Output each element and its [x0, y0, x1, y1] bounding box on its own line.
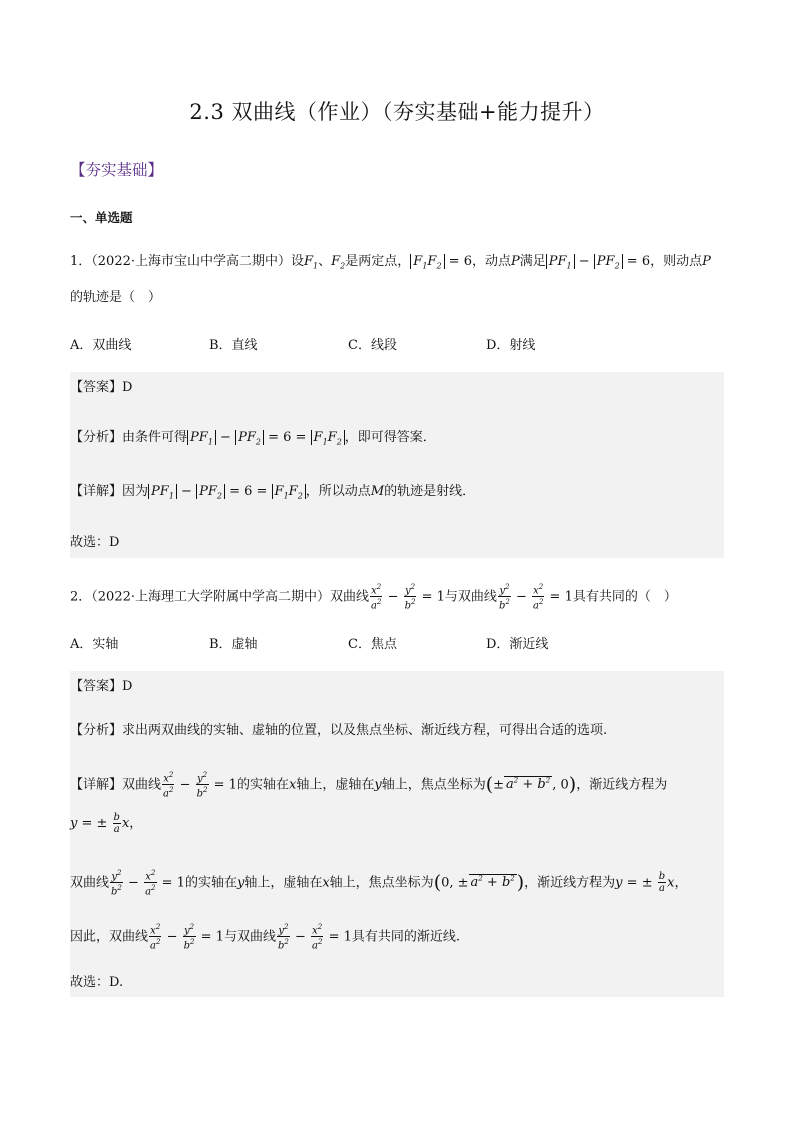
q2-option-b: B．虚轴 [209, 637, 258, 652]
page-title: 2.3 双曲线（作业）（夯实基础+能力提升） [189, 100, 605, 124]
q2-analysis: 【分析】求出两双曲线的实轴、虚轴的位置，以及焦点坐标、渐近线方程，可得出合适的选项. [70, 723, 608, 738]
q2-answer: 【答案】D [70, 679, 133, 694]
q2-detail-line1: 【详解】双曲线 $\frac{x^2}{a^2}$ − $\frac{y^2}{b^2}$ = 1的实轴在x轴上，虚轴在y轴上，焦点坐标为(± $a^2 + b^2$ , 0)，渐近线方程为 [70, 771, 668, 800]
q1-solution-block [70, 372, 724, 558]
q2-option-a: A．实轴 [70, 637, 119, 652]
q1-answer: 【答案】D [70, 380, 133, 395]
q2-option-d: D．渐近线 [486, 637, 549, 652]
q1-stem-line1: 1．（2022·上海市宝山中学高二期中）设$F_1$、$F_2$是两定点， $F_1F_2 = 6$，动点P满足 $PF_1 - PF_2 = 6$，则动点P [70, 254, 711, 271]
q1-detail: 【详解】因为 $PF_1 - PF_2 = 6 = F_1F_2$ ，所以动点M的轨迹是射线． [70, 484, 476, 501]
section-heading: 【夯实基础】 [70, 161, 164, 179]
q1-option-c: C．线段 [348, 338, 397, 353]
q1-option-a: A．双曲线 [70, 338, 132, 353]
q1-option-b: B．直线 [209, 338, 258, 353]
q2-detail-line2: y = ± $\frac{b}{a}$ x， [70, 812, 143, 835]
q2-detail-line3: 双曲线 $\frac{y^2}{b^2}$ − $\frac{x^2}{a^2}$ = 1的实轴在y轴上，虚轴在x轴上，焦点坐标为(0, ± $a^2 + b^2$ )，渐近线方程为y = ± $\frac{b}{a}$ x， [70, 869, 688, 898]
q2-option-c: C．焦点 [348, 637, 397, 652]
q1-conclusion: 故选：D [70, 535, 120, 550]
subheading: 一、单选题 [70, 210, 133, 225]
q1-stem-line2: 的轨迹是（ ） [70, 290, 162, 305]
q2-conclusion: 故选：D. [70, 975, 124, 990]
q2-stem: 2．（2022·上海理工大学附属中学高二期中）双曲线 $\frac{x^2}{a^2}$ − $\frac{y^2}{b^2}$ = 1与双曲线 $\frac{y^2}{b^2}$ − $\frac{x^2}{a^2}$ = 1具有共同的（ ） [70, 583, 677, 612]
q1-analysis: 【分析】由条件可得 $PF_1 - PF_2 = 6 = F_1F_2$ ，即可得答案． [70, 430, 436, 447]
q1-option-d: D．射线 [486, 338, 536, 353]
q2-detail-line4: 因此，双曲线 $\frac{x^2}{a^2}$ − $\frac{y^2}{b^2}$ = 1与双曲线 $\frac{y^2}{b^2}$ − $\frac{x^2}{a^2}$ = 1具有共同的渐近线. [70, 923, 461, 952]
